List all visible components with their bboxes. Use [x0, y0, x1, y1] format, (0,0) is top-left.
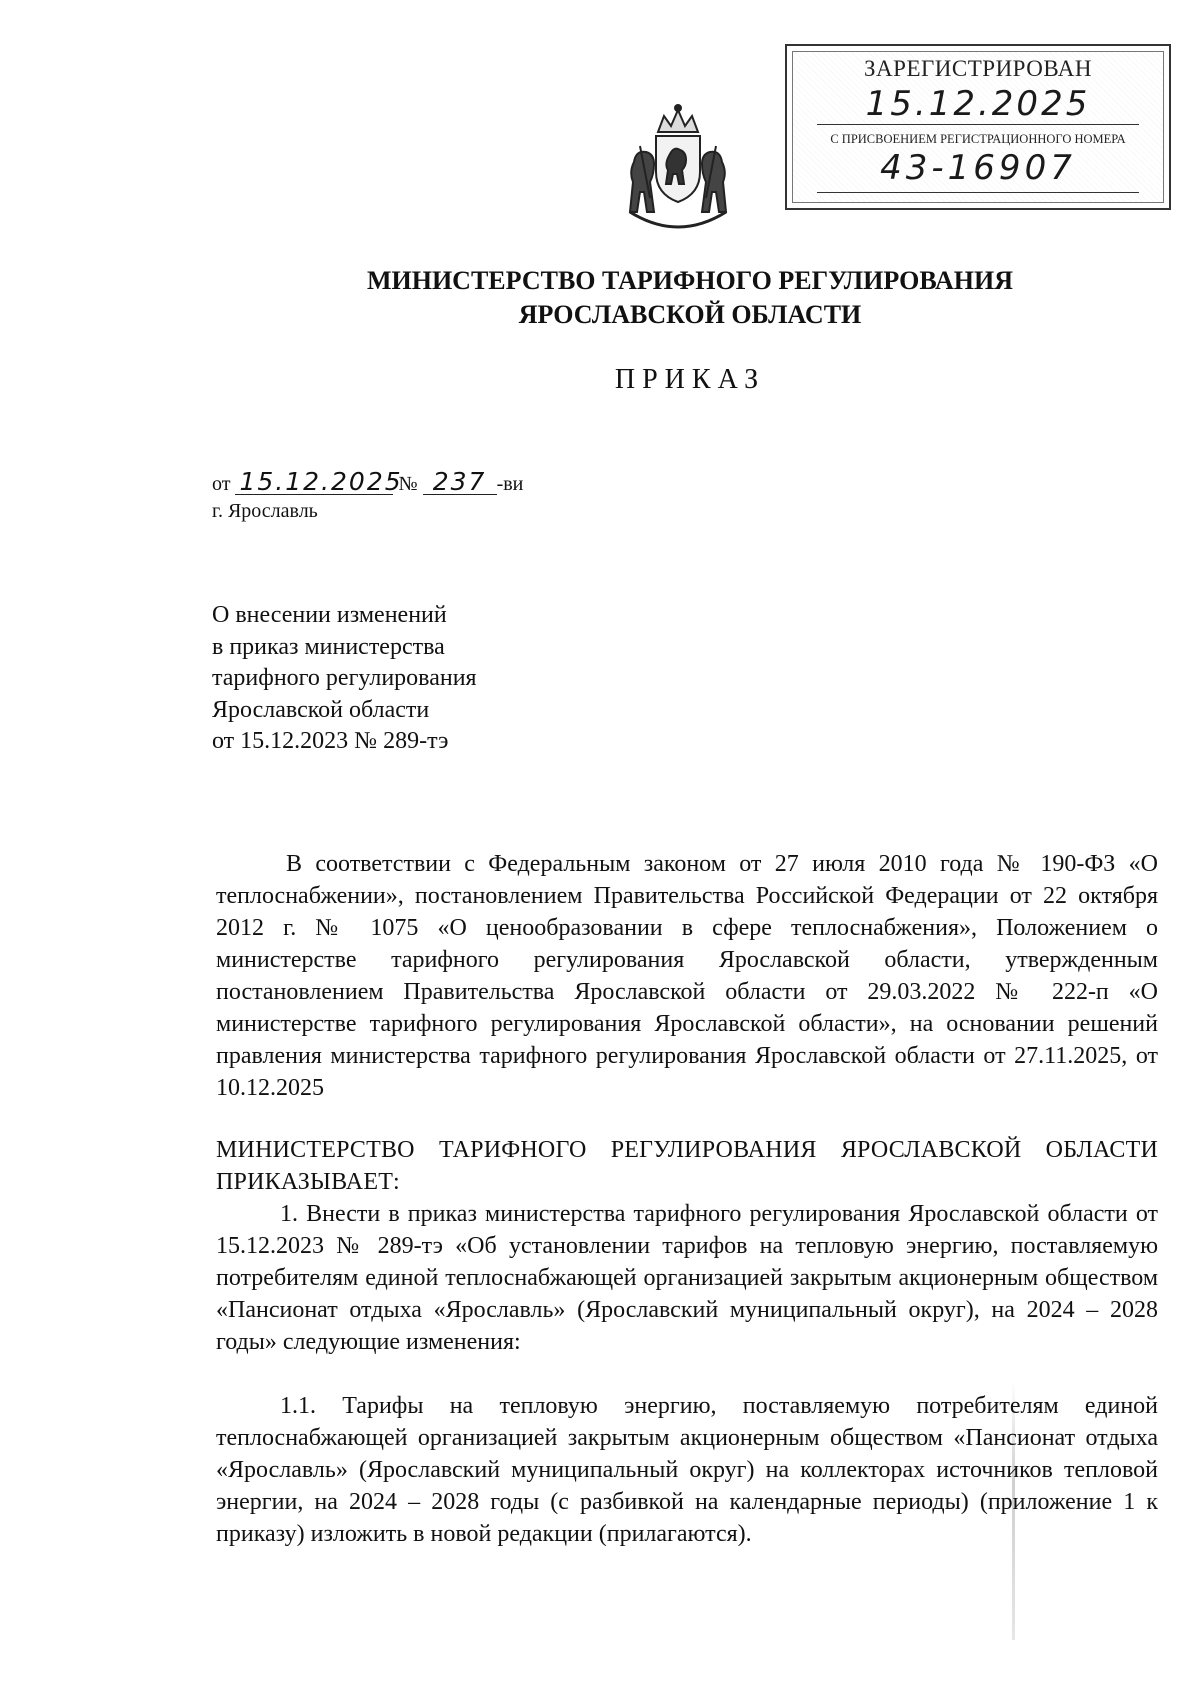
orders-statement: МИНИСТЕРСТВО ТАРИФНОГО РЕГУЛИРОВАНИЯ ЯРОСЛАВСКОЙ ОБЛАСТИ ПРИКАЗЫВАЕТ:	[216, 1137, 1158, 1195]
order-subject	[212, 600, 477, 758]
subject-line: в приказ министерства	[212, 633, 445, 660]
ministry-name-line2: ЯРОСЛАВСКОЙ ОБЛАСТИ	[518, 300, 862, 329]
subject-line: О внесении изменений	[212, 602, 447, 628]
order-date: 15.12.2025	[235, 470, 393, 495]
order-number-suffix: -ви	[496, 473, 524, 495]
stamp-number-underline	[817, 192, 1139, 193]
document-type: ПРИКАЗ	[614, 364, 766, 395]
order-from-label: от	[212, 473, 231, 495]
order-item-1-1: 1.1. Тарифы на тепловую энергию, поставляемую потребителям единой теплоснабжающей организацией закрытым акционерным обществом «Пансионат отдыха «Ярославль» (Ярославский муниципальный округ) на коллекторах источников тепловой энергии, на 2024 – 2028 годы (с разбивкой на календарные периоды) (приложение 1 к приказу) изложить в новой редакции (прилагаются).	[216, 1393, 1158, 1547]
subject-line: тарифного регулирования	[212, 665, 477, 691]
stamp-divider	[817, 124, 1139, 125]
subject-line: Ярославской области	[212, 696, 430, 723]
registration-stamp	[785, 44, 1171, 210]
order-number-label: №	[398, 473, 418, 495]
legal-basis-paragraph: В соответствии с Федеральным законом от 27 июля 2010 года № 190-ФЗ «О теплоснабжении», постановлением Правительства Российской Федерации от 22 октября 2012 г. № 1075 «О ценообразовании в сфере теплоснабжения», Положением о министерстве тарифного регулирования Ярославской области, утвержденным постановлением Правительства Ярославской области от 29.03.2022 № 222-п «О министерстве тарифного регулирования Ярославской области», на основании решений правления министерства тарифного регулирования Ярославской области от 27.11.2025, от 10.12.2025	[216, 851, 1158, 1101]
ministry-name-line1: МИНИСТЕРСТВО ТАРИФНОГО РЕГУЛИРОВАНИЯ	[366, 266, 1014, 295]
order-date-number-line	[212, 467, 524, 497]
stamp-date: 15.12.2025	[865, 84, 1091, 124]
order-item-1: 1. Внести в приказ министерства тарифного регулирования Ярославской области от 15.12.2023 № 289-тэ «Об установлении тарифов на тепловую энергию, поставляемую потребителям единой теплоснабжающей организацией закрытым акционерным обществом «Пансионат отдыха «Ярославль» (Ярославский муниципальный округ), на 2024 – 2028 годы» следующие изменения:	[216, 1201, 1158, 1355]
stamp-caption: С ПРИСВОЕНИЕМ РЕГИСТРАЦИОННОГО НОМЕРА	[830, 132, 1126, 146]
stamp-title: ЗАРЕГИСТРИРОВАН	[864, 56, 1092, 81]
stamp-registration-number: 43-16907	[880, 148, 1076, 188]
coat-of-arms-icon	[614, 102, 742, 242]
order-number: 237	[423, 470, 497, 495]
subject-line: от 15.12.2023 № 289-тэ	[212, 728, 449, 754]
order-city: г. Ярославль	[212, 500, 318, 522]
